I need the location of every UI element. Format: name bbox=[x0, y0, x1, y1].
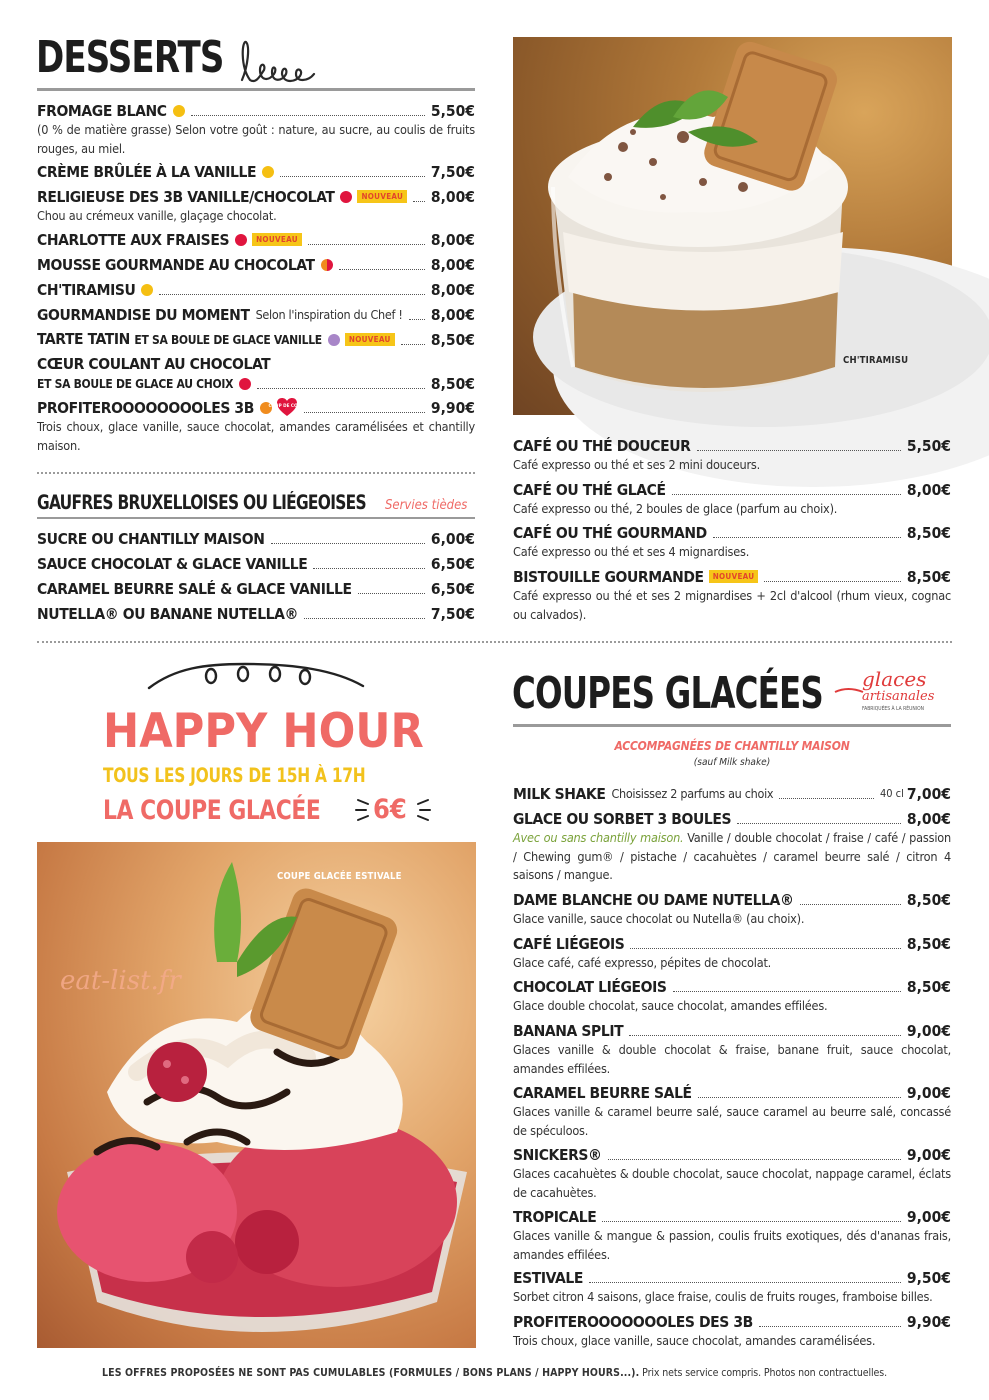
estivale-photo bbox=[37, 842, 476, 1348]
coupe-desc: Avec ou sans chantilly maison. Vanille / double chocolat / fraise / café / passion / Chewing gum® / pistache / cacahuètes / caramel beurre salé / citron 4 saisons / mangue. bbox=[513, 830, 951, 882]
dessert-item: CRÈME BRÛLÉE À LA VANILLE 7,50€ bbox=[37, 163, 475, 181]
coupe-item: PROFITEROOOOOOOLES DES 3B 9,90€ bbox=[513, 1313, 951, 1331]
cafe-item: CAFÉ OU THÉ DOUCEUR 5,50€ bbox=[513, 437, 951, 455]
coupe-desc: Glaces vanille & mangue & passion, coulis fruits exotiques, dés d'ananas frais, amandes effilées. bbox=[513, 1228, 951, 1262]
new-badge: NOUVEAU bbox=[252, 233, 302, 246]
logo-swoosh-icon bbox=[834, 686, 864, 698]
red-dot-icon bbox=[235, 234, 247, 246]
orange-red-dot-icon bbox=[321, 259, 333, 271]
new-badge: NOUVEAU bbox=[709, 570, 759, 583]
gaufres-note: Servies tièdes bbox=[385, 498, 468, 513]
cafe-desc: Café expresso ou thé et ses 2 mignardises + 2cl d'alcool (rhum vieux, cognac ou calvados). bbox=[513, 588, 951, 622]
red-dot-icon bbox=[340, 191, 352, 203]
coupes-title: COUPES GLACÉES bbox=[512, 668, 823, 719]
cafe-item: CAFÉ OU THÉ GLACÉ 8,00€ bbox=[513, 481, 951, 499]
desserts-title: DESSERTS bbox=[36, 32, 224, 83]
happy-hour-offer: LA COUPE GLACÉE bbox=[103, 795, 321, 826]
cafe-item: BISTOUILLE GOURMANDE NOUVEAU 8,50€ bbox=[513, 568, 951, 586]
dessert-item: FROMAGE BLANC 5,50€ bbox=[37, 102, 475, 120]
gaufre-item: SAUCE CHOCOLAT & GLACE VANILLE 6,50€ bbox=[37, 555, 475, 573]
coupe-item: CHOCOLAT LIÉGEOIS 8,50€ bbox=[513, 978, 951, 996]
swirl-decoration-icon bbox=[238, 36, 324, 86]
dessert-item: RELIGIEUSE DES 3B VANILLE/CHOCOLAT NOUVEAU 8,00€ bbox=[37, 188, 475, 206]
coupe-item: TROPICALE 9,00€ bbox=[513, 1208, 951, 1226]
coupe-desc: Trois choux, glace vanille, sauce chocolat, amandes caramélisées. bbox=[513, 1333, 876, 1348]
footer-disclaimer: LES OFFRES PROPOSÉES NE SONT PAS CUMULABLES (FORMULES / BONS PLANS / HAPPY HOURS...). Prix nets service compris. Photos non contractuelles. bbox=[102, 1367, 887, 1379]
coupe-desc: Glace café, café expresso, pépites de chocolat. bbox=[513, 955, 772, 970]
coupe-item: GLACE OU SORBET 3 BOULES 8,00€ bbox=[513, 810, 951, 828]
svg-text:COUP DE CŒUR: COUP DE CŒUR bbox=[268, 403, 306, 408]
new-badge: NOUVEAU bbox=[357, 190, 407, 203]
cafe-desc: Café expresso ou thé, 2 boules de glace (parfum au choix). bbox=[513, 501, 838, 516]
new-badge: NOUVEAU bbox=[345, 333, 395, 346]
coupe-item: SNICKERS® 9,00€ bbox=[513, 1146, 951, 1164]
coupe-item: MILK SHAKE Choisissez 2 parfums au choix 40 cl 7,00€ bbox=[513, 785, 951, 803]
watermark: eat-list.fr bbox=[60, 966, 181, 996]
yellow-dot-icon bbox=[262, 166, 274, 178]
coupe-item: BANANA SPLIT 9,00€ bbox=[513, 1022, 951, 1040]
dessert-item: TARTE TATIN ET SA BOULE DE GLACE VANILLE NOUVEAU 8,50€ bbox=[37, 330, 475, 349]
happy-hour-title: HAPPY HOUR bbox=[103, 704, 424, 759]
dessert-item-name: CŒUR COULANT AU CHOCOLAT bbox=[37, 355, 271, 373]
coupe-item: CAFÉ LIÉGEOIS 8,50€ bbox=[513, 935, 951, 953]
dessert-desc: Trois choux, glace vanille, sauce chocolat, amandes caramélisées et chantilly maison. bbox=[37, 419, 475, 453]
coupe-desc: Sorbet citron 4 saisons, glace fraise, coulis de fruits rouges, framboise billes. bbox=[513, 1289, 933, 1304]
coupe-desc: Glaces vanille & double chocolat & fraise, banane fruit, sauce chocolat, amandes effilées. bbox=[513, 1042, 951, 1076]
cafe-desc: Café expresso ou thé et ses 4 mignardises. bbox=[513, 544, 750, 559]
dessert-desc: (0 % de matière grasse) Selon votre goût : nature, au sucre, au coulis de fruits rouges, au miel. bbox=[37, 122, 475, 156]
gaufre-item: SUCRE OU CHANTILLY MAISON 6,00€ bbox=[37, 530, 475, 548]
purple-dot-icon bbox=[328, 334, 340, 346]
happy-hour-schedule: TOUS LES JOURS DE 15H À 17H bbox=[103, 764, 366, 787]
dessert-item: CH'TIRAMISU 8,00€ bbox=[37, 281, 475, 299]
loop-decoration-icon bbox=[145, 662, 367, 692]
photo-caption: CH'TIRAMISU bbox=[843, 355, 909, 366]
dessert-item: ET SA BOULE DE GLACE AU CHOIX 8,50€ bbox=[37, 375, 475, 393]
yellow-dot-icon bbox=[173, 105, 185, 117]
coupe-item: DAME BLANCHE OU DAME NUTELLA® 8,50€ bbox=[513, 891, 951, 909]
happy-hour-price: 6€ bbox=[373, 794, 407, 825]
gaufres-title: GAUFRES BRUXELLOISES OU LIÉGEOISES bbox=[37, 491, 366, 514]
coupe-desc: Glaces vanille & caramel beurre salé, sauce caramel au beurre salé, concassé de spéculoos. bbox=[513, 1104, 951, 1138]
coupe-desc: Glace vanille, sauce chocolat ou Nutella® (au choix). bbox=[513, 911, 805, 926]
gaufres-divider bbox=[37, 517, 475, 519]
photo-caption: COUPE GLACÉE ESTIVALE bbox=[277, 871, 402, 882]
coupe-desc: Glaces cacahuètes & double chocolat, sauce chocolat, nappage caramel, éclats de cacahuètes. bbox=[513, 1166, 951, 1200]
coupe-item: CARAMEL BEURRE SALÉ 9,00€ bbox=[513, 1084, 951, 1102]
glaces-artisanales-logo: glaces artisanales FABRIQUÉES À LA RÉUNION bbox=[834, 668, 952, 718]
cafe-desc: Café expresso ou thé et ses 2 mini douceurs. bbox=[513, 457, 761, 472]
coupe-item: ESTIVALE 9,50€ bbox=[513, 1269, 951, 1287]
yellow-dot-icon bbox=[141, 284, 153, 296]
coupes-divider bbox=[513, 724, 951, 727]
gaufre-item: NUTELLA® OU BANANE NUTELLA® 7,50€ bbox=[37, 605, 475, 623]
gaufre-item: CARAMEL BEURRE SALÉ & GLACE VANILLE 6,50€ bbox=[37, 580, 475, 598]
dessert-item: CHARLOTTE AUX FRAISES NOUVEAU 8,00€ bbox=[37, 231, 475, 249]
red-dot-icon bbox=[239, 378, 251, 390]
cafe-item: CAFÉ OU THÉ GOURMAND 8,50€ bbox=[513, 524, 951, 542]
coupes-subtitle-note: (sauf Milk shake) bbox=[693, 757, 771, 768]
desserts-divider bbox=[37, 88, 475, 91]
coupes-subtitle: ACCOMPAGNÉES DE CHANTILLY MAISON bbox=[614, 739, 850, 753]
coupe-desc: Glace double chocolat, sauce chocolat, amandes effilées. bbox=[513, 998, 828, 1013]
coup-de-coeur-heart-icon bbox=[268, 397, 306, 417]
dessert-item: MOUSSE GOURMANDE AU CHOCOLAT 8,00€ bbox=[37, 256, 475, 274]
dessert-item: GOURMANDISE DU MOMENT Selon l'inspiration du Chef ! 8,00€ bbox=[37, 306, 475, 324]
section-separator bbox=[37, 641, 952, 643]
dessert-desc: Chou au crémeux vanille, glaçage chocolat. bbox=[37, 208, 277, 223]
dessert-item: PROFITEROOOOOOOOLES 3B COUP DE CŒUR 9,90€ bbox=[37, 399, 475, 417]
section-separator bbox=[37, 472, 475, 474]
